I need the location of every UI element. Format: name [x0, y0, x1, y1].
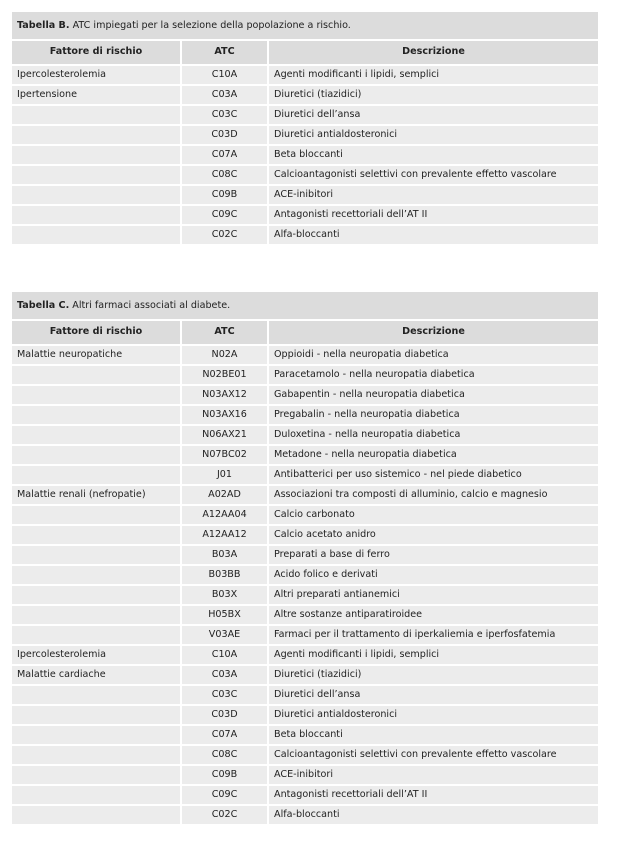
header-atc: ATC: [180, 41, 269, 64]
cell-fattore: Ipercolesterolemia: [17, 69, 106, 80]
table-header-row: [12, 41, 598, 64]
cell-fattore: [12, 146, 180, 164]
cell-descrizione: Calcio acetato anidro: [274, 529, 376, 540]
table-row: [12, 604, 598, 624]
cell-atc: C09B: [180, 186, 269, 204]
table-row: [12, 344, 598, 364]
cell-fattore: [12, 806, 180, 824]
table-row: [12, 124, 598, 144]
table-c: [12, 292, 598, 824]
table-row: [12, 544, 598, 564]
table-row: [12, 784, 598, 804]
table-caption: [12, 12, 598, 41]
cell-descrizione: Preparati a base di ferro: [274, 549, 390, 560]
cell-descrizione: Agenti modificanti i lipidi, semplici: [274, 69, 440, 80]
cell-fattore: Malattie renali (nefropatie): [17, 489, 146, 500]
caption-text: Altri farmaci associati al diabete.: [69, 300, 231, 311]
cell-descrizione: Gabapentin - nella neuropatia diabetica: [274, 389, 465, 400]
cell-descrizione: Altri preparati antianemici: [274, 589, 400, 600]
table-row: [12, 444, 598, 464]
table-row: [12, 144, 598, 164]
table-body: [12, 64, 598, 244]
cell-fattore: Malattie cardiache: [17, 669, 106, 680]
table-row: [12, 384, 598, 404]
cell-atc: C03D: [180, 126, 269, 144]
cell-atc: C07A: [180, 146, 269, 164]
cell-fattore: [12, 166, 180, 184]
cell-descrizione: Altre sostanze antiparatiroidee: [274, 609, 423, 620]
table-row: [12, 204, 598, 224]
caption-label: Tabella C.: [17, 300, 70, 311]
cell-atc: N03AX16: [180, 406, 269, 424]
table-row: [12, 464, 598, 484]
caption-label: Tabella B.: [17, 20, 70, 31]
table-row: [12, 224, 598, 244]
cell-descrizione: Diuretici dell’ansa: [274, 109, 361, 120]
cell-descrizione: Diuretici dell’ansa: [274, 689, 361, 700]
table-row: [12, 624, 598, 644]
header-fattore: Fattore di rischio: [49, 326, 143, 337]
cell-descrizione: Calcio carbonato: [274, 509, 355, 520]
table-row: [12, 424, 598, 444]
cell-descrizione: Alfa-bloccanti: [274, 229, 340, 240]
table-row: [12, 764, 598, 784]
table-header-row: [12, 321, 598, 344]
cell-atc: C03A: [180, 86, 269, 104]
header-descrizione: Descrizione: [402, 326, 465, 337]
cell-atc: B03A: [180, 546, 269, 564]
cell-atc: C07A: [180, 726, 269, 744]
header-fattore: Fattore di rischio: [49, 46, 143, 57]
cell-atc: C03A: [180, 666, 269, 684]
cell-fattore: Ipertensione: [17, 89, 78, 100]
cell-descrizione: ACE-inibitori: [274, 769, 334, 780]
cell-atc: C02C: [180, 806, 269, 824]
cell-atc: C08C: [180, 746, 269, 764]
cell-descrizione: Metadone - nella neuropatia diabetica: [274, 449, 457, 460]
cell-atc: N02BE01: [180, 366, 269, 384]
cell-descrizione: Oppioidi - nella neuropatia diabetica: [274, 349, 449, 360]
cell-descrizione: Associazioni tra composti di alluminio, calcio e magnesio: [274, 489, 548, 500]
cell-fattore: [12, 566, 180, 584]
cell-atc: C03C: [180, 686, 269, 704]
table-row: [12, 564, 598, 584]
cell-descrizione: Alfa-bloccanti: [274, 809, 340, 820]
cell-atc: C10A: [180, 646, 269, 664]
table-row: [12, 84, 598, 104]
cell-fattore: [12, 706, 180, 724]
cell-descrizione: ACE-inibitori: [274, 189, 334, 200]
cell-atc: J01: [180, 466, 269, 484]
table-body: [12, 344, 598, 824]
table-row: [12, 404, 598, 424]
cell-atc: N06AX21: [180, 426, 269, 444]
cell-fattore: [12, 626, 180, 644]
cell-fattore: [12, 206, 180, 224]
table-row: [12, 164, 598, 184]
cell-atc: C09C: [180, 206, 269, 224]
cell-fattore: [12, 686, 180, 704]
cell-descrizione: Antagonisti recettoriali dell’AT II: [274, 209, 428, 220]
cell-descrizione: Acido folico e derivati: [274, 569, 378, 580]
cell-atc: N03AX12: [180, 386, 269, 404]
cell-descrizione: Duloxetina - nella neuropatia diabetica: [274, 429, 461, 440]
cell-descrizione: Paracetamolo - nella neuropatia diabetica: [274, 369, 475, 380]
cell-atc: C08C: [180, 166, 269, 184]
cell-fattore: [12, 526, 180, 544]
cell-atc: V03AE: [180, 626, 269, 644]
table-row: [12, 744, 598, 764]
cell-fattore: [12, 386, 180, 404]
table-caption: [12, 292, 598, 321]
cell-fattore: Ipercolesterolemia: [17, 649, 106, 660]
cell-fattore: [12, 446, 180, 464]
cell-fattore: [12, 466, 180, 484]
cell-fattore: [12, 586, 180, 604]
cell-descrizione: Diuretici (tiazidici): [274, 89, 362, 100]
table-b: [12, 12, 598, 244]
table-row: [12, 704, 598, 724]
table-row: [12, 504, 598, 524]
cell-fattore: [12, 506, 180, 524]
cell-fattore: [12, 546, 180, 564]
table-row: [12, 364, 598, 384]
cell-descrizione: Diuretici antialdosteronici: [274, 129, 398, 140]
table-row: [12, 804, 598, 824]
cell-atc: C03C: [180, 106, 269, 124]
cell-descrizione: Farmaci per il trattamento di iperkaliemia e iperfosfatemia: [274, 629, 556, 640]
cell-atc: B03BB: [180, 566, 269, 584]
cell-fattore: Malattie neuropatiche: [17, 349, 123, 360]
cell-atc: N02A: [180, 346, 269, 364]
cell-fattore: [12, 746, 180, 764]
cell-descrizione: Beta bloccanti: [274, 729, 343, 740]
cell-fattore: [12, 126, 180, 144]
cell-descrizione: Calcioantagonisti selettivi con prevalente effetto vascolare: [274, 749, 557, 760]
cell-fattore: [12, 426, 180, 444]
cell-fattore: [12, 186, 180, 204]
cell-atc: C09B: [180, 766, 269, 784]
cell-fattore: [12, 226, 180, 244]
cell-atc: A02AD: [180, 486, 269, 504]
cell-atc: H05BX: [180, 606, 269, 624]
cell-fattore: [12, 606, 180, 624]
table-row: [12, 64, 598, 84]
cell-atc: C02C: [180, 226, 269, 244]
cell-fattore: [12, 726, 180, 744]
header-descrizione: Descrizione: [402, 46, 465, 57]
caption-text: ATC impiegati per la selezione della popolazione a rischio.: [69, 20, 351, 31]
cell-descrizione: Antagonisti recettoriali dell’AT II: [274, 789, 428, 800]
cell-atc: A12AA04: [180, 506, 269, 524]
cell-atc: A12AA12: [180, 526, 269, 544]
cell-descrizione: Pregabalin - nella neuropatia diabetica: [274, 409, 460, 420]
table-row: [12, 644, 598, 664]
cell-fattore: [12, 366, 180, 384]
table-row: [12, 524, 598, 544]
cell-descrizione: Agenti modificanti i lipidi, semplici: [274, 649, 440, 660]
table-row: [12, 104, 598, 124]
cell-atc: C03D: [180, 706, 269, 724]
cell-atc: C09C: [180, 786, 269, 804]
cell-fattore: [12, 786, 180, 804]
cell-descrizione: Calcioantagonisti selettivi con prevalente effetto vascolare: [274, 169, 557, 180]
cell-atc: C10A: [180, 66, 269, 84]
cell-fattore: [12, 106, 180, 124]
cell-descrizione: Diuretici antialdosteronici: [274, 709, 398, 720]
table-row: [12, 484, 598, 504]
cell-atc: B03X: [180, 586, 269, 604]
cell-fattore: [12, 406, 180, 424]
cell-descrizione: Diuretici (tiazidici): [274, 669, 362, 680]
header-atc: ATC: [180, 321, 269, 344]
cell-atc: N07BC02: [180, 446, 269, 464]
table-row: [12, 684, 598, 704]
table-row: [12, 724, 598, 744]
table-row: [12, 664, 598, 684]
cell-fattore: [12, 766, 180, 784]
table-row: [12, 584, 598, 604]
table-row: [12, 184, 598, 204]
cell-descrizione: Antibatterici per uso sistemico - nel piede diabetico: [274, 469, 522, 480]
cell-descrizione: Beta bloccanti: [274, 149, 343, 160]
